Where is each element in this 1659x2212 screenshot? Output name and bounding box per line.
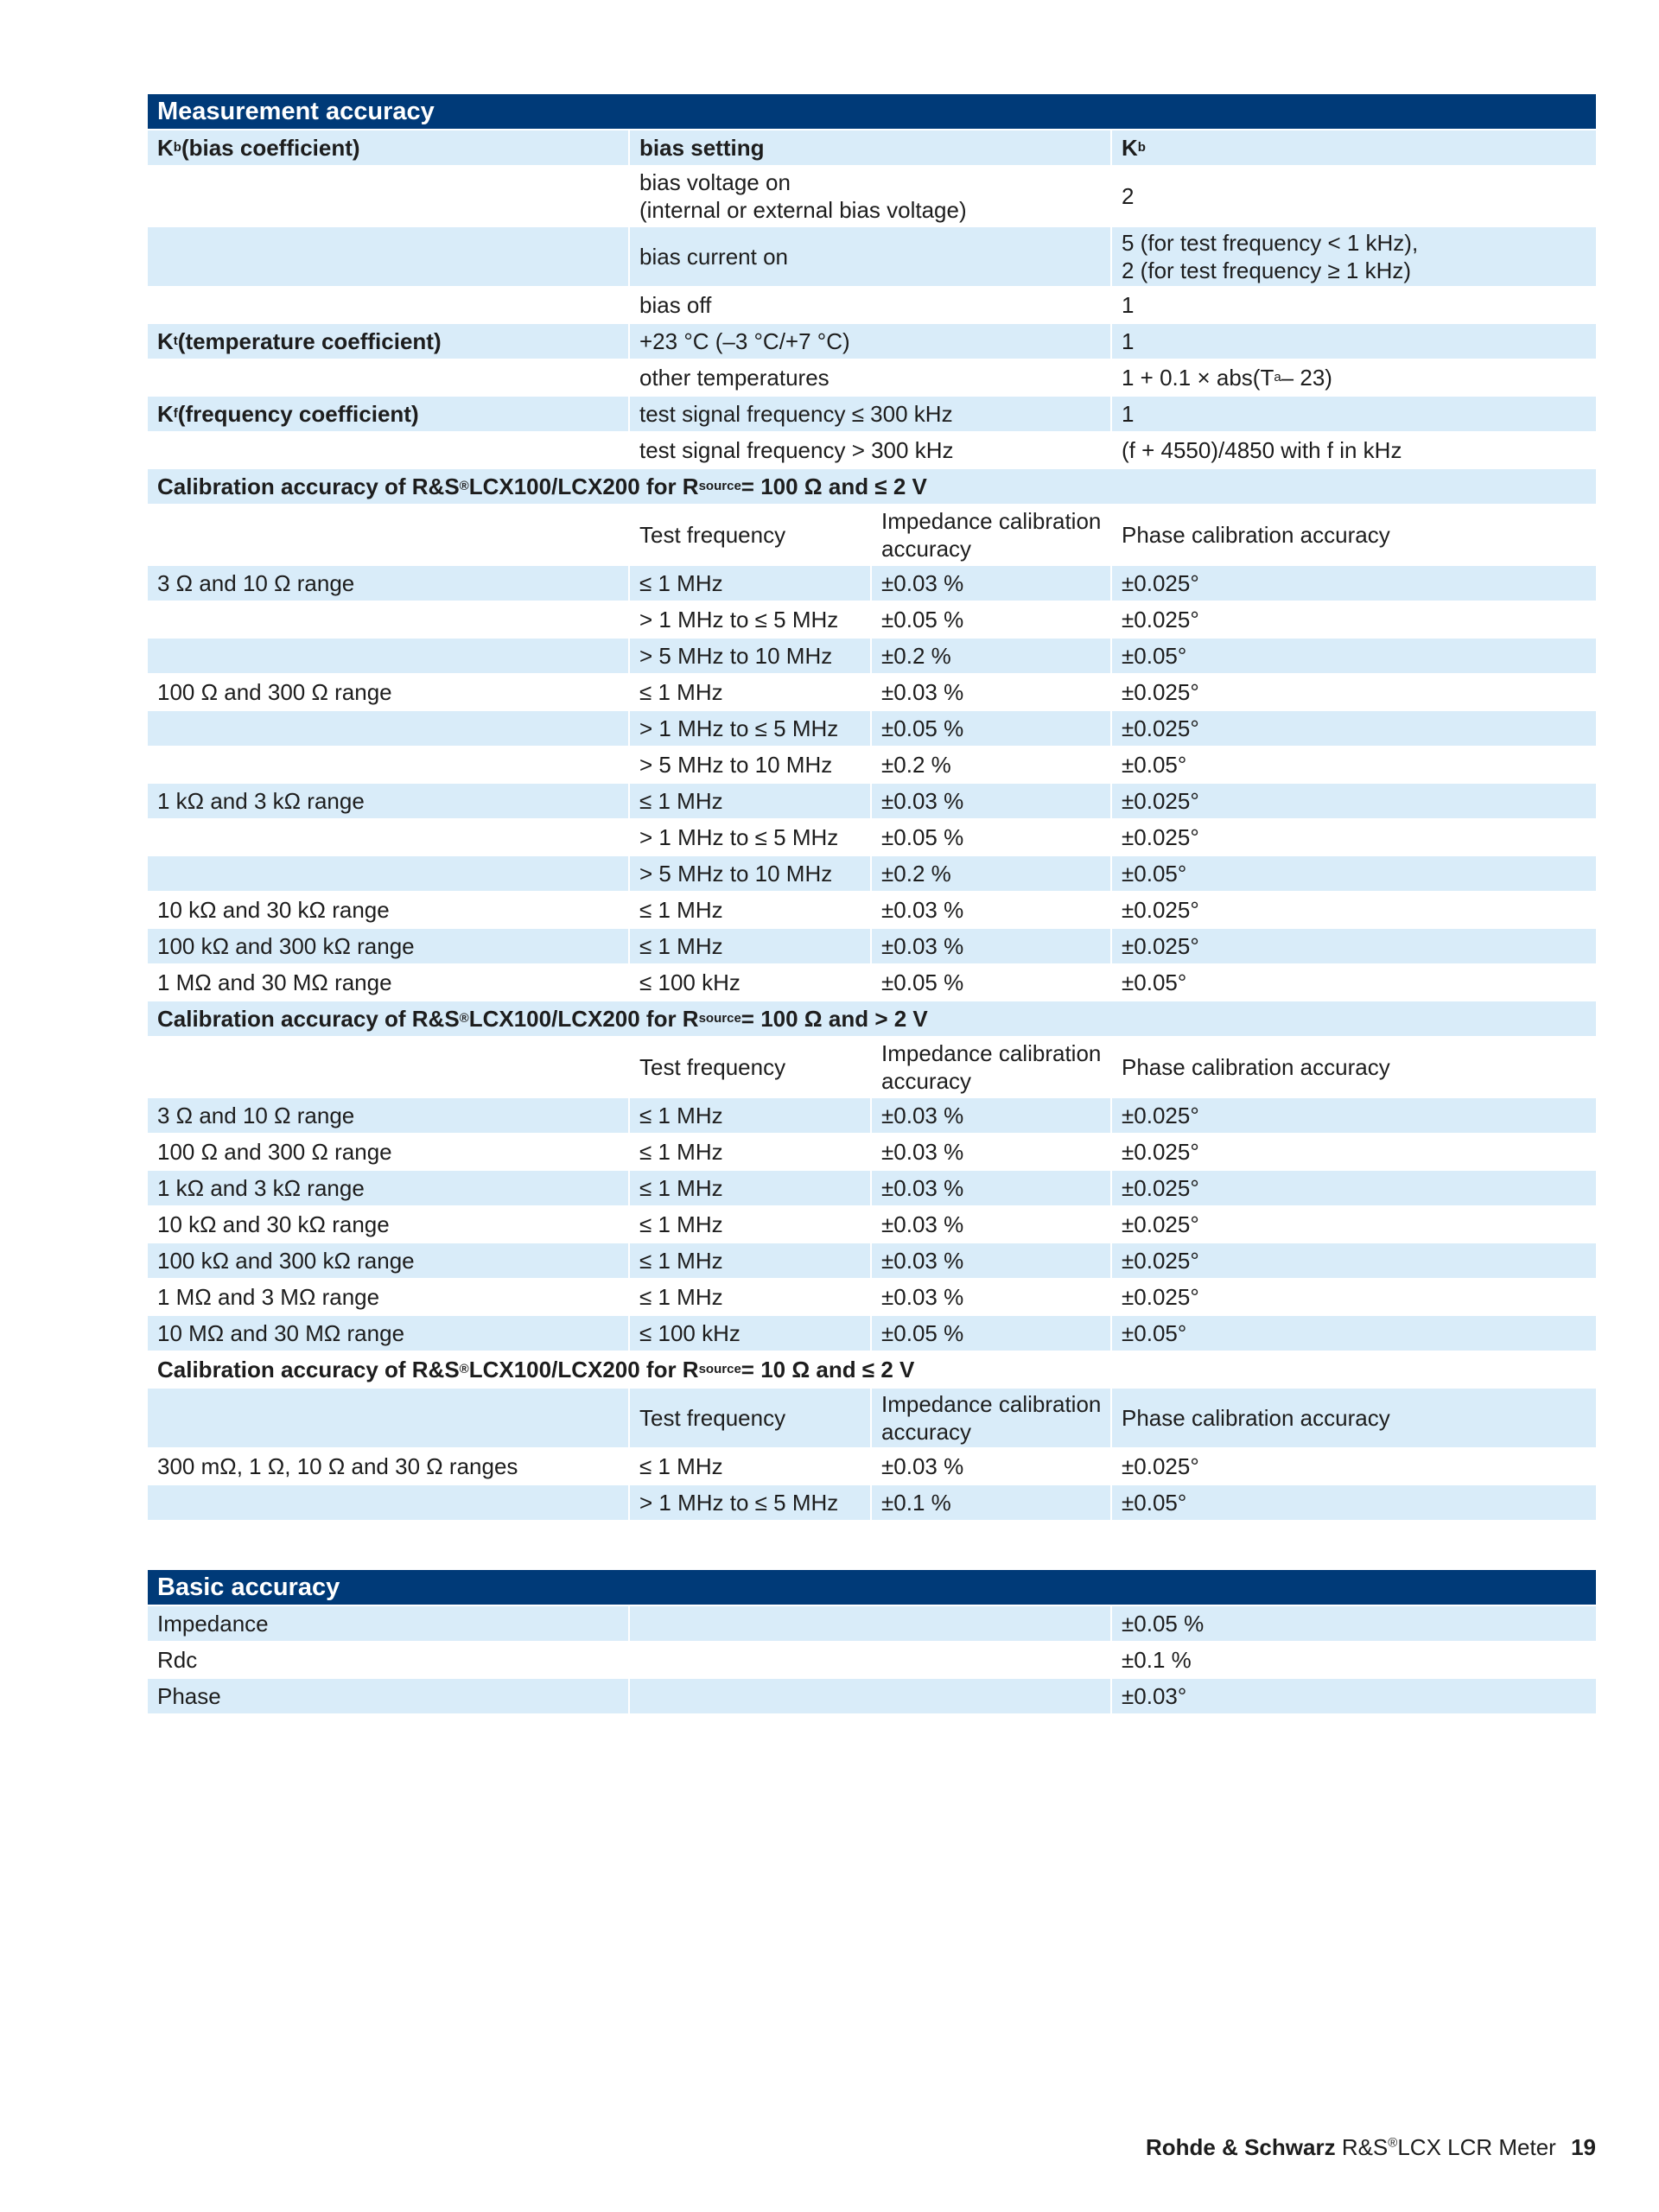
test-frequency-cell: ≤ 1 MHz	[630, 1171, 872, 1205]
basic-value: ±0.1 %	[1122, 1647, 1192, 1673]
impedance-accuracy-cell: ±0.05 %	[872, 965, 1112, 1000]
kf-value-cell: 1	[1122, 401, 1135, 427]
test-frequency-cell: > 5 MHz to 10 MHz	[630, 747, 872, 782]
section-heading-100ohm-gt2v: Calibration accuracy of R&S ® LCX100/LCX200 for R source = 100 Ω and > 2 V	[148, 1001, 1596, 1038]
kf-setting-cell: test signal frequency > 300 kHz	[630, 433, 1112, 467]
range-cell: 1 MΩ and 30 MΩ range	[148, 965, 630, 1000]
range-cell: 100 Ω and 300 Ω range	[148, 675, 630, 709]
basic-accuracy-body	[148, 1605, 1596, 1715]
section3-rows	[148, 1449, 1596, 1522]
col-impedance-accuracy: Impedance calibration accuracy	[872, 1389, 1112, 1447]
range-cell	[148, 639, 630, 673]
test-frequency-cell: ≤ 1 MHz	[630, 675, 872, 709]
test-frequency-cell: ≤ 1 MHz	[630, 1098, 872, 1133]
phase-accuracy-cell: ±0.025°	[1122, 788, 1199, 814]
kb-label: K b (bias coefficient)	[148, 130, 630, 165]
col-test-frequency: Test frequency	[630, 1038, 872, 1096]
test-frequency-cell: ≤ 1 MHz	[630, 1280, 872, 1314]
range-cell	[148, 820, 630, 855]
kb-header-row	[148, 130, 1596, 167]
impedance-accuracy-cell: ±0.1 %	[872, 1485, 1112, 1520]
table-row	[148, 433, 1596, 469]
test-frequency-cell: > 1 MHz to ≤ 5 MHz	[630, 602, 872, 637]
range-cell	[148, 747, 630, 782]
impedance-accuracy-cell: ±0.2 %	[872, 747, 1112, 782]
table-row	[148, 1606, 1596, 1643]
table-row	[148, 288, 1596, 324]
range-cell: 3 Ω and 10 Ω range	[148, 566, 630, 601]
section-heading-100ohm-le2v: Calibration accuracy of R&S ® LCX100/LCX200 for R source = 100 Ω and ≤ 2 V	[148, 469, 1596, 505]
test-frequency-cell: > 1 MHz to ≤ 5 MHz	[630, 1485, 872, 1520]
page-footer	[1146, 2134, 1596, 2161]
table-row	[148, 675, 1596, 711]
column-header-row	[148, 1038, 1596, 1098]
impedance-accuracy-cell: ±0.2 %	[872, 856, 1112, 891]
col-impedance-accuracy: Impedance calibration accuracy	[872, 1038, 1112, 1096]
col-test-frequency: Test frequency	[630, 505, 872, 564]
basic-value: ±0.03°	[1122, 1683, 1187, 1709]
table-row	[148, 929, 1596, 965]
test-frequency-cell: ≤ 1 MHz	[630, 566, 872, 601]
measurement-accuracy-body	[148, 129, 1596, 1522]
basic-label: Impedance	[148, 1606, 630, 1641]
col-test-frequency: Test frequency	[630, 1389, 872, 1447]
phase-accuracy-cell: ±0.025°	[1122, 679, 1199, 705]
range-cell: 1 kΩ and 3 kΩ range	[148, 784, 630, 818]
phase-accuracy-cell: ±0.05°	[1122, 861, 1187, 887]
impedance-accuracy-cell: ±0.03 %	[872, 1243, 1112, 1278]
impedance-accuracy-cell: ±0.03 %	[872, 1171, 1112, 1205]
measurement-accuracy-title: Measurement accuracy	[148, 94, 1596, 129]
table-row	[148, 639, 1596, 675]
table-row	[148, 167, 1596, 227]
range-cell: 1 MΩ and 3 MΩ range	[148, 1280, 630, 1314]
kt-setting-cell: other temperatures	[630, 360, 1112, 395]
kb-value-cell: 1	[1122, 292, 1135, 318]
test-frequency-cell: ≤ 100 kHz	[630, 965, 872, 1000]
section1-rows	[148, 566, 1596, 1001]
test-frequency-cell: ≤ 1 MHz	[630, 1449, 872, 1484]
col-phase-accuracy: Phase calibration accuracy	[1122, 1054, 1390, 1080]
impedance-accuracy-cell: ±0.05 %	[872, 820, 1112, 855]
kf-value-cell: (f + 4550)/4850 with f in kHz	[1122, 437, 1402, 463]
phase-accuracy-cell: ±0.025°	[1122, 715, 1199, 741]
phase-accuracy-cell: ±0.025°	[1122, 1211, 1199, 1237]
test-frequency-cell: > 5 MHz to 10 MHz	[630, 856, 872, 891]
range-cell: 10 MΩ and 30 MΩ range	[148, 1316, 630, 1351]
bias-setting-cell: bias current on	[630, 227, 1112, 286]
phase-accuracy-cell: ±0.05°	[1122, 643, 1187, 669]
phase-accuracy-cell: ±0.05°	[1122, 1320, 1187, 1346]
range-cell	[148, 1485, 630, 1520]
range-cell	[148, 602, 630, 637]
measurement-accuracy-table	[148, 94, 1596, 1522]
phase-accuracy-cell: ±0.025°	[1122, 824, 1199, 850]
range-cell: 3 Ω and 10 Ω range	[148, 1098, 630, 1133]
impedance-accuracy-cell: ±0.05 %	[872, 711, 1112, 746]
table-row	[148, 711, 1596, 747]
col-impedance-accuracy: Impedance calibration accuracy	[872, 505, 1112, 564]
table-row	[148, 1243, 1596, 1280]
kb-value-cell: 5 (for test frequency < 1 kHz), 2 (for test frequency ≥ 1 kHz)	[1122, 230, 1419, 283]
kt-value-cell: 1	[1122, 328, 1135, 354]
col-phase-accuracy: Phase calibration accuracy	[1122, 1405, 1390, 1431]
range-cell: 1 kΩ and 3 kΩ range	[148, 1171, 630, 1205]
kt-setting-cell: +23 °C (–3 °C/+7 °C)	[630, 324, 1112, 359]
impedance-accuracy-cell: ±0.03 %	[872, 929, 1112, 963]
phase-accuracy-cell: ±0.05°	[1122, 1490, 1187, 1516]
table-row	[148, 360, 1596, 397]
section-heading-10ohm-le2v: Calibration accuracy of R&S ® LCX100/LCX200 for R source = 10 Ω and ≤ 2 V	[148, 1352, 1596, 1389]
kb-value-cell: 2	[1122, 183, 1135, 209]
phase-accuracy-cell: ±0.025°	[1122, 1453, 1199, 1479]
phase-accuracy-cell: ±0.05°	[1122, 969, 1187, 995]
test-frequency-cell: > 5 MHz to 10 MHz	[630, 639, 872, 673]
impedance-accuracy-cell: ±0.03 %	[872, 1207, 1112, 1242]
basic-accuracy-table	[148, 1570, 1596, 1715]
range-cell: 100 Ω and 300 Ω range	[148, 1135, 630, 1169]
test-frequency-cell: ≤ 1 MHz	[630, 1207, 872, 1242]
table-row	[148, 1485, 1596, 1522]
table-row	[148, 1207, 1596, 1243]
bias-setting-cell: bias voltage on (internal or external bias voltage)	[630, 167, 1112, 226]
range-cell: 10 kΩ and 30 kΩ range	[148, 893, 630, 927]
test-frequency-cell: > 1 MHz to ≤ 5 MHz	[630, 711, 872, 746]
impedance-accuracy-cell: ±0.03 %	[872, 1280, 1112, 1314]
range-cell: 10 kΩ and 30 kΩ range	[148, 1207, 630, 1242]
kf-label: K f (frequency coefficient)	[148, 397, 630, 431]
impedance-accuracy-cell: ±0.03 %	[872, 1449, 1112, 1484]
phase-accuracy-cell: ±0.025°	[1122, 570, 1199, 596]
table-row	[148, 1316, 1596, 1352]
table-row	[148, 324, 1596, 360]
kf-setting-cell: test signal frequency ≤ 300 kHz	[630, 397, 1112, 431]
kt-label: K t (temperature coefficient)	[148, 324, 630, 359]
table-row	[148, 1679, 1596, 1715]
range-cell: 100 kΩ and 300 kΩ range	[148, 929, 630, 963]
phase-accuracy-cell: ±0.025°	[1122, 897, 1199, 923]
brand-name: Rohde & Schwarz	[1145, 2134, 1336, 2160]
test-frequency-cell: ≤ 1 MHz	[630, 1135, 872, 1169]
impedance-accuracy-cell: ±0.05 %	[872, 602, 1112, 637]
impedance-accuracy-cell: ±0.03 %	[872, 893, 1112, 927]
phase-accuracy-cell: ±0.025°	[1122, 1284, 1199, 1310]
table-row	[148, 397, 1596, 433]
table-row	[148, 856, 1596, 893]
impedance-accuracy-cell: ±0.03 %	[872, 784, 1112, 818]
column-header-row	[148, 505, 1596, 566]
col-phase-accuracy: Phase calibration accuracy	[1122, 522, 1390, 548]
phase-accuracy-cell: ±0.025°	[1122, 607, 1199, 632]
phase-accuracy-cell: ±0.025°	[1122, 933, 1199, 959]
kb-column-header: K b	[1122, 135, 1146, 161]
range-cell: 100 kΩ and 300 kΩ range	[148, 1243, 630, 1278]
table-row	[148, 602, 1596, 639]
phase-accuracy-cell: ±0.05°	[1122, 752, 1187, 778]
table-row	[148, 566, 1596, 602]
column-header-row	[148, 1389, 1596, 1449]
phase-accuracy-cell: ±0.025°	[1122, 1175, 1199, 1201]
table-row	[148, 1449, 1596, 1485]
test-frequency-cell: ≤ 1 MHz	[630, 784, 872, 818]
bias-setting-header: bias setting	[630, 130, 1112, 165]
table-row	[148, 893, 1596, 929]
phase-accuracy-cell: ±0.025°	[1122, 1103, 1199, 1128]
phase-accuracy-cell: ±0.025°	[1122, 1248, 1199, 1274]
basic-value: ±0.05 %	[1122, 1611, 1205, 1637]
table-row	[148, 1171, 1596, 1207]
impedance-accuracy-cell: ±0.05 %	[872, 1316, 1112, 1351]
table-row	[148, 965, 1596, 1001]
table-row	[148, 1280, 1596, 1316]
test-frequency-cell: > 1 MHz to ≤ 5 MHz	[630, 820, 872, 855]
basic-accuracy-title: Basic accuracy	[148, 1570, 1596, 1605]
test-frequency-cell: ≤ 100 kHz	[630, 1316, 872, 1351]
range-cell	[148, 711, 630, 746]
impedance-accuracy-cell: ±0.03 %	[872, 1135, 1112, 1169]
impedance-accuracy-cell: ±0.03 %	[872, 675, 1112, 709]
impedance-accuracy-cell: ±0.03 %	[872, 1098, 1112, 1133]
table-row	[148, 784, 1596, 820]
table-row	[148, 1098, 1596, 1135]
test-frequency-cell: ≤ 1 MHz	[630, 893, 872, 927]
phase-accuracy-cell: ±0.025°	[1122, 1139, 1199, 1165]
table-row	[148, 227, 1596, 288]
page-number: 19	[1571, 2134, 1596, 2160]
table-row	[148, 1643, 1596, 1679]
test-frequency-cell: ≤ 1 MHz	[630, 1243, 872, 1278]
impedance-accuracy-cell: ±0.03 %	[872, 566, 1112, 601]
test-frequency-cell: ≤ 1 MHz	[630, 929, 872, 963]
bias-setting-cell: bias off	[630, 288, 1112, 322]
table-row	[148, 1135, 1596, 1171]
section2-rows	[148, 1098, 1596, 1352]
basic-label: Rdc	[148, 1643, 630, 1677]
impedance-accuracy-cell: ±0.2 %	[872, 639, 1112, 673]
basic-label: Phase	[148, 1679, 630, 1713]
range-cell: 300 mΩ, 1 Ω, 10 Ω and 30 Ω ranges	[148, 1449, 630, 1484]
table-row	[148, 820, 1596, 856]
product-name: R&S®LCX LCR Meter	[1341, 2134, 1556, 2160]
range-cell	[148, 856, 630, 891]
kt-value-cell: 1 + 0.1 × abs(T a – 23)	[1122, 365, 1332, 391]
table-row	[148, 747, 1596, 784]
